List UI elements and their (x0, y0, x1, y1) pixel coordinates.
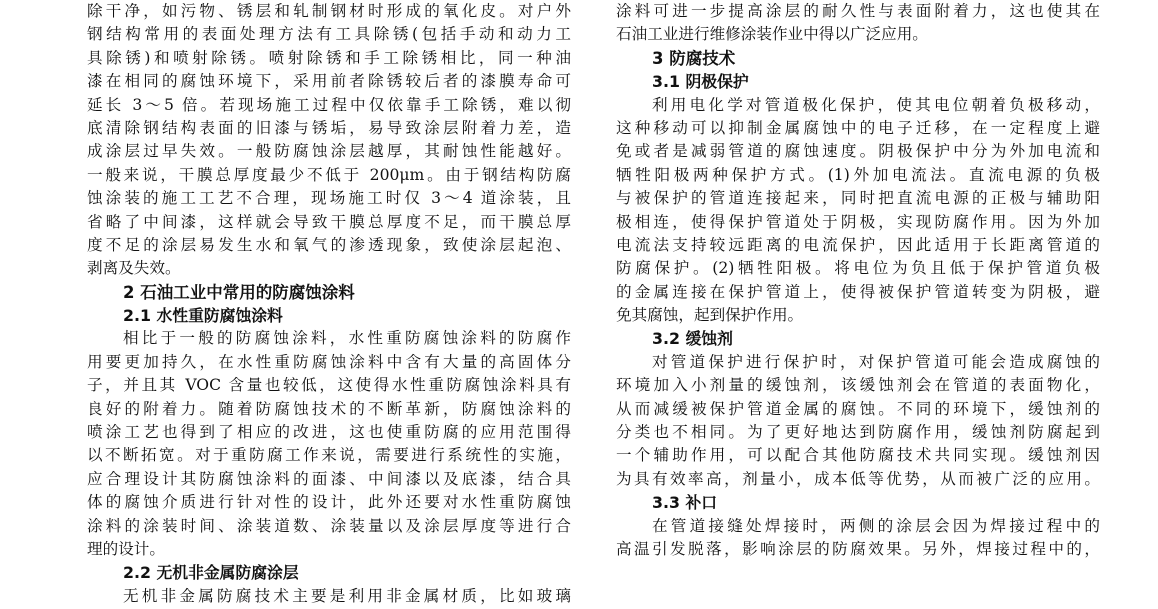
text-line: 具除锈)和喷射除锈。喷射除锈和手工除锈相比，同一种油 (87, 48, 571, 67)
paragraph-corrosion-inhibitor (616, 351, 1100, 491)
subsection-heading-3-3: 3.3 补口 (652, 493, 718, 513)
paragraph-joint-coating (616, 515, 1100, 562)
text-line: 良好的附着力。随着防腐蚀技术的不断革新，防腐蚀涂料的 (87, 399, 571, 418)
subsection-heading-2-1: 2.1 水性重防腐蚀涂料 (123, 306, 283, 326)
text-line: 相比于一般的防腐蚀涂料，水性重防腐蚀涂料的防腐作 (123, 329, 571, 348)
text-line: 利用电化学对管道极化保护，使其电位朝着负极移动， (652, 95, 1100, 114)
text-line: 喷涂工艺也得到了相应的改进，这也使重防腐的应用范围得 (87, 423, 571, 442)
text-line: 体的腐蚀介质进行针对性的设计，此外还要对水性重防腐蚀 (87, 493, 571, 512)
text-line: 无机非金属防腐技术主要是利用非金属材质，比如玻璃 (123, 586, 571, 605)
text-line: 一个辅助作用，可以配合其他防腐技术共同实现。缓蚀剂因 (616, 446, 1100, 465)
text-line: 应合理设计其防腐蚀涂料的面漆、中间漆以及底漆，结合具 (87, 469, 571, 488)
text-line: 免其腐蚀，起到保护作用。 (616, 306, 804, 325)
text-line: 在管道接缝处焊接时，两侧的涂层会因为焊接过程中的 (652, 516, 1100, 535)
paragraph-continuation (616, 0, 1100, 47)
text-line: 涂料的涂装时间、涂装道数、涂装量以及涂层厚度等进行合 (87, 516, 571, 535)
text-line: 环境加入小剂量的缓蚀剂，该缓蚀剂会在管道的表面物化， (616, 376, 1100, 395)
section-heading-3: 3 防腐技术 (652, 48, 736, 68)
text-line: 理的设计。 (87, 539, 165, 558)
text-line: 底清除钢结构表面的旧漆与锈垢，易导致涂层附着力差，造 (87, 118, 571, 137)
text-line: 子，并且其 VOC 含量也较低，这使得水性重防腐蚀涂料具有 (87, 376, 571, 395)
paragraph-cathodic-protection (616, 94, 1100, 328)
text-line: 度不足的涂层易发生水和氧气的渗透现象，致使涂层起泡、 (87, 235, 571, 254)
paragraph-waterborne-coatings (87, 327, 571, 561)
text-line: 的金属连接在保护管道上，使得被保护管道转变为阴极，避 (616, 282, 1100, 301)
paragraph-inorganic-coatings (87, 585, 571, 608)
text-line: 省略了中间漆，这样就会导致干膜总厚度不足，而干膜总厚 (87, 212, 571, 231)
right-column (616, 0, 1100, 561)
text-line: 牺牲阳极两种保护方式。(1)外加电流法。直流电源的负极 (616, 165, 1100, 184)
text-line: 漆在相同的腐蚀环境下，采用前者除锈较后者的漆膜寿命可 (87, 72, 571, 91)
text-line: 对管道保护进行保护时，对保护管道可能会造成腐蚀的 (652, 352, 1100, 371)
text-line: 为具有效率高，剂量小，成本低等优势，从而被广泛的应用。 (616, 469, 1100, 488)
text-line: 除干净，如污物、锈层和轧制钢材时形成的氧化皮。对户外 (87, 2, 571, 20)
text-line: 防腐保护。(2)牺牲阳极。将电位为负且低于保护管道负极 (616, 259, 1100, 278)
text-line: 石油工业进行维修涂装作业中得以广泛应用。 (616, 25, 928, 44)
text-line: 电流法支持较远距离的电流保护，因此适用于长距离管道的 (616, 235, 1100, 254)
section-heading-2: 2 石油工业中常用的防腐蚀涂料 (123, 282, 355, 302)
text-line: 极相连，使得保护管道处于阴极，实现防腐作用。因为外加 (616, 212, 1100, 231)
text-line: 一般来说，干膜总厚度最少不低于 200μm。由于钢结构防腐 (87, 165, 571, 184)
subsection-heading-3-2: 3.2 缓蚀剂 (652, 329, 733, 349)
text-line: 钢结构常用的表面处理方法有工具除锈(包括手动和动力工 (87, 25, 571, 44)
text-line: 这种移动可以抑制金属腐蚀中的电子迁移，在一定程度上避 (616, 118, 1100, 137)
text-line: 剥离及失效。 (87, 259, 181, 278)
text-line: 与被保护的管道连接起来，同时把直流电源的正极与辅助阳 (616, 189, 1100, 208)
text-line: 高温引发脱落，影响涂层的防腐效果。另外，焊接过程中的， (616, 539, 1100, 558)
left-column (87, 0, 571, 608)
text-line: 免或者是减弱管道的腐蚀速度。阴极保护中分为外加电流和 (616, 142, 1100, 161)
text-line: 涂料可进一步提高涂层的耐久性与表面附着力，这也使其在 (616, 2, 1100, 20)
text-line: 延长 3～5 倍。若现场施工过程中仅依靠手工除锈，难以彻 (87, 95, 571, 114)
text-line: 分类也不相同。为了更好地达到防腐作用，缓蚀剂防腐起到 (616, 423, 1100, 442)
text-line: 从而减缓被保护管道金属的腐蚀。不同的环境下，缓蚀剂的 (616, 399, 1100, 418)
subsection-heading-2-2: 2.2 无机非金属防腐涂层 (123, 563, 299, 583)
text-line: 用要更加持久，在水性重防腐蚀涂料中含有大量的高固体分 (87, 352, 571, 371)
text-line: 蚀涂装的施工工艺不合理，现场施工时仅 3～4 道涂装，且 (87, 189, 571, 208)
text-line: 以不断拓宽。对于重防腐工作来说，需要进行系统性的实施， (87, 446, 571, 465)
paragraph-surface-treatment (87, 0, 571, 281)
text-line: 成涂层过早失效。一般防腐蚀涂层越厚，其耐蚀性能越好。 (87, 142, 571, 161)
subsection-heading-3-1: 3.1 阴极保护 (652, 72, 749, 92)
